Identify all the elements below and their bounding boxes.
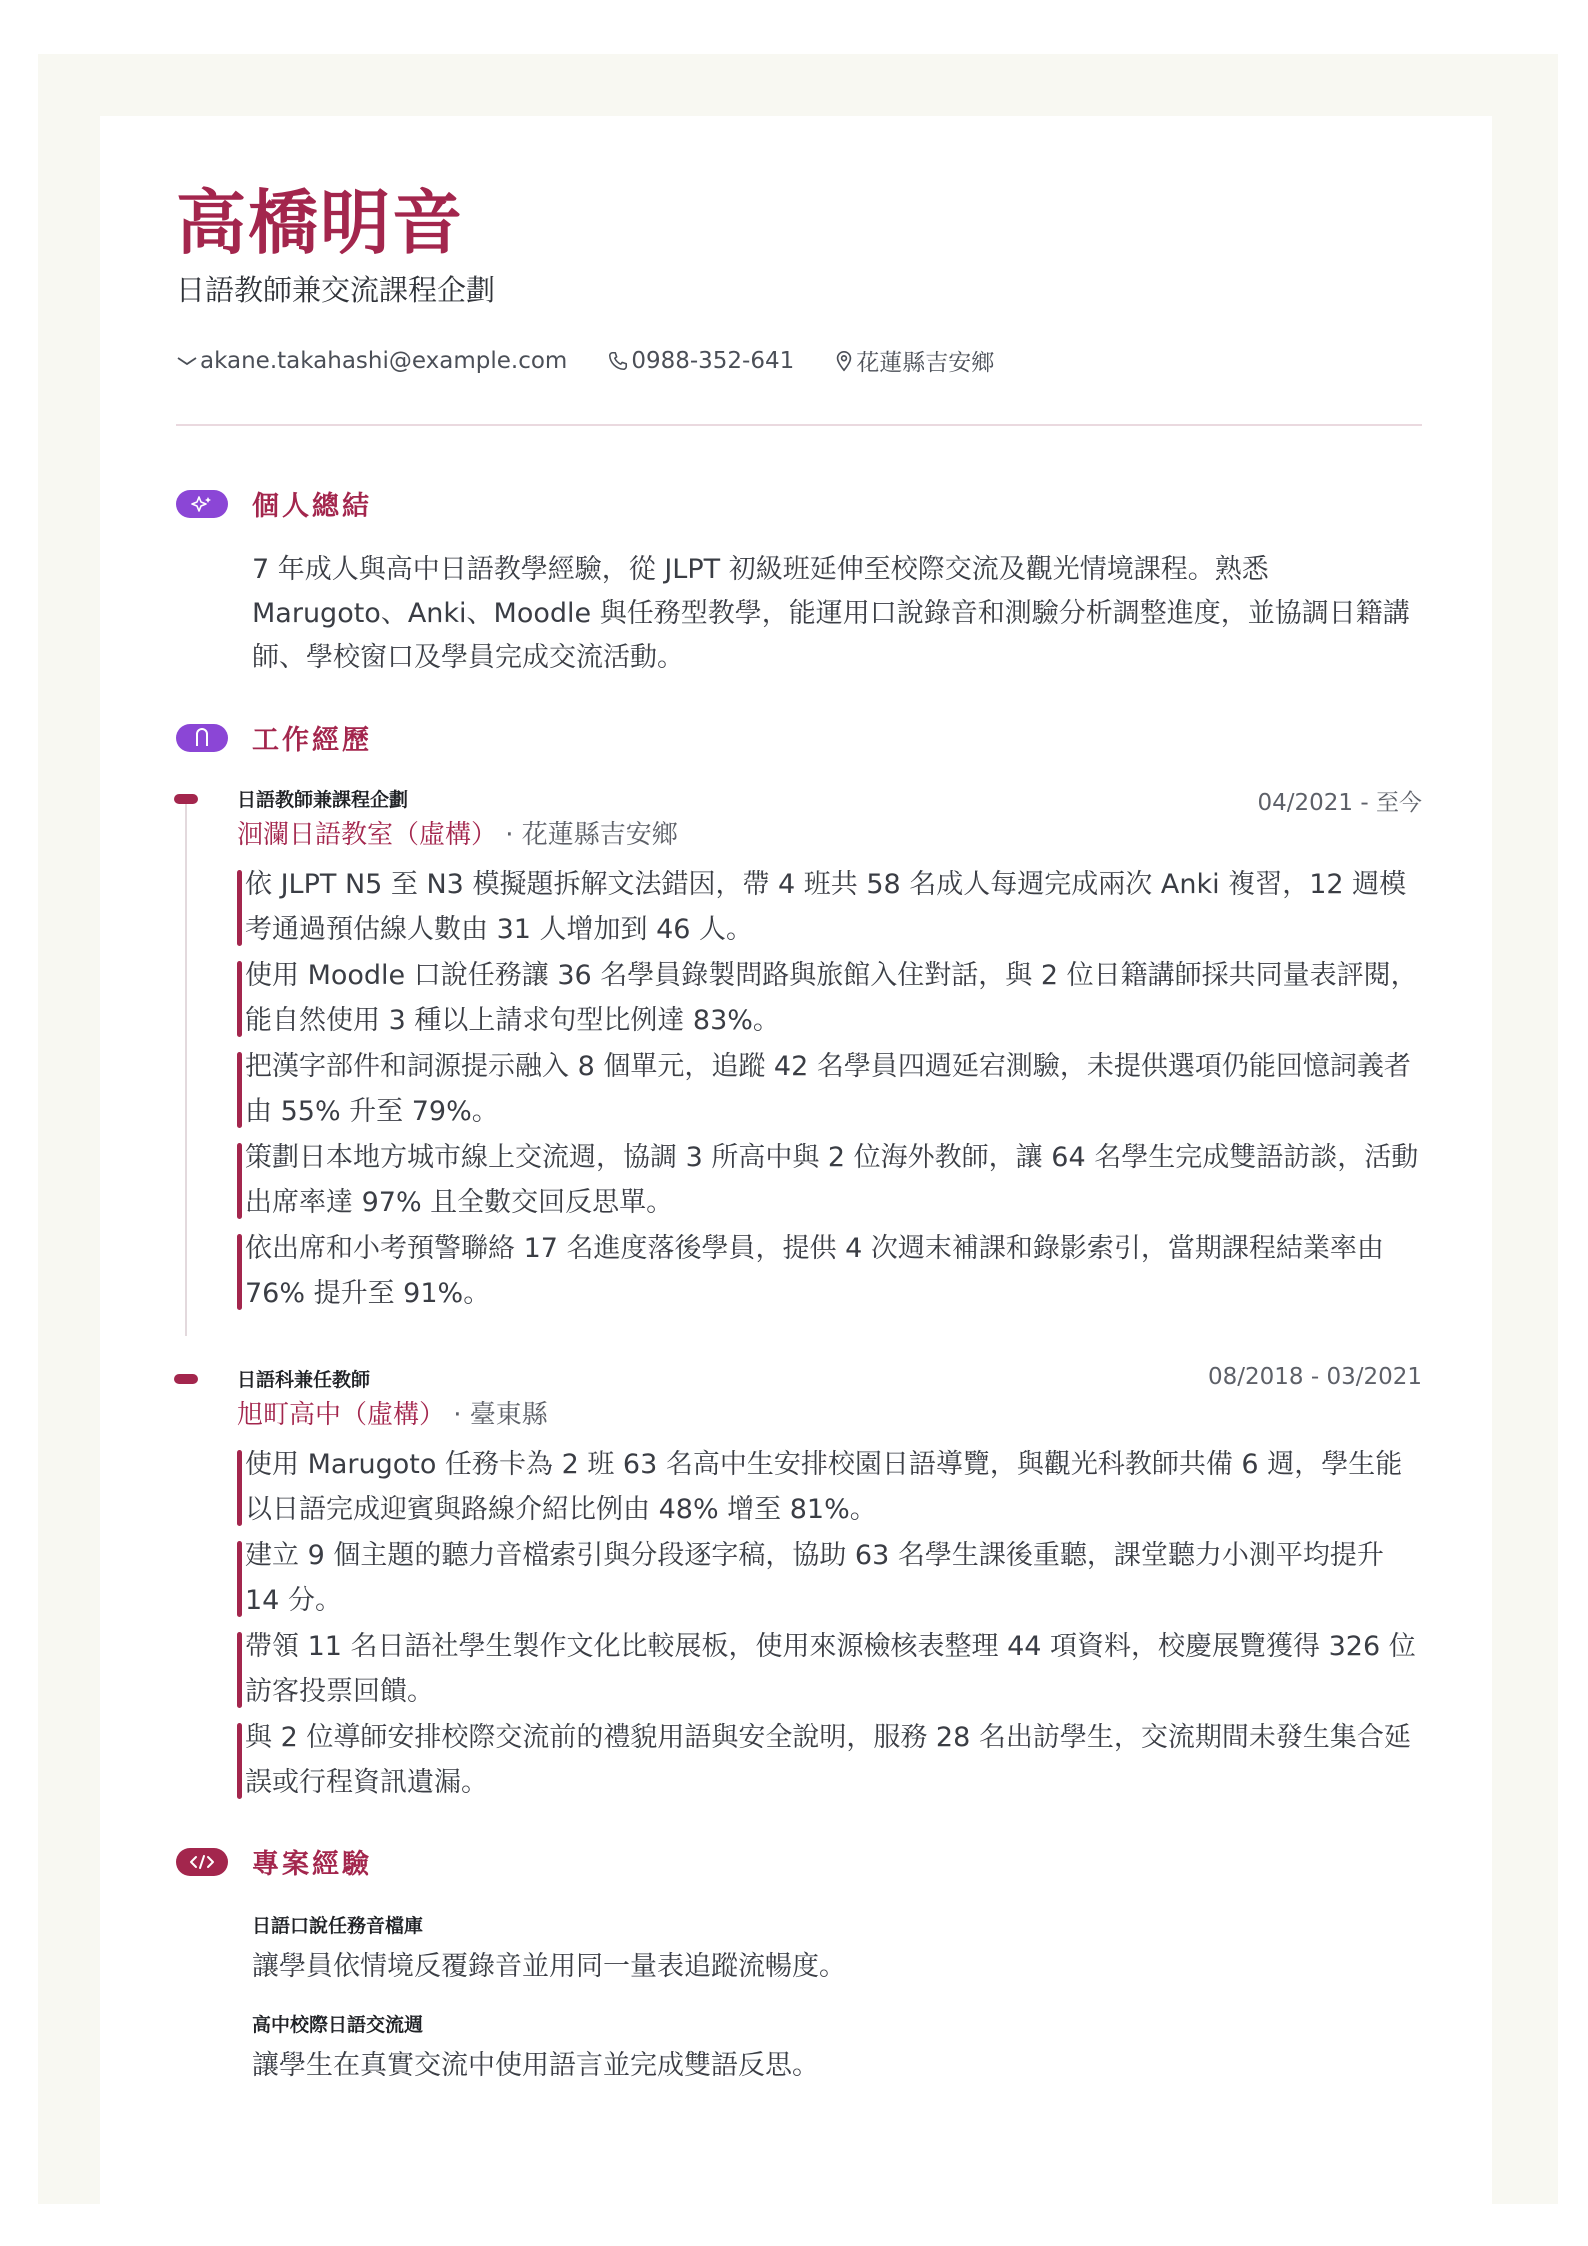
candidate-role: 日語教師兼交流課程企劃	[176, 273, 496, 307]
job-date: 04/2021 - 至今	[1257, 790, 1422, 816]
project-description: 讓學員依情境反覆錄音並用同一量表追蹤流暢度。	[252, 1951, 846, 1982]
contact-phone-text: 0988-352-641	[631, 347, 795, 374]
project-title: 高中校際日語交流週	[252, 2014, 424, 2036]
job-bullet: 策劃日本地方城市線上交流週，協調 3 所高中與 2 位海外教師，讓 64 名學生完成雙語訪談，活動出席率達 97% 且全數交回反思單。	[237, 1135, 1422, 1225]
job-bullets	[237, 1442, 1422, 1806]
job-bullet: 依 JLPT N5 至 N3 模擬題拆解文法錯因，帶 4 班共 58 名成人每週完成兩次 Anki 複習，12 週模考通過預估線人數由 31 人增加到 46 人。	[237, 862, 1422, 952]
contact-location-text: 花蓮縣吉安鄉	[856, 350, 995, 376]
timeline-line	[185, 800, 187, 1336]
experience-heading	[176, 718, 372, 757]
job-org-location: · 花蓮縣吉安鄉	[497, 820, 678, 850]
projects-title: 專案經驗	[252, 1849, 372, 1880]
job-organization	[237, 814, 678, 851]
job-date: 08/2018 - 03/2021	[1207, 1364, 1422, 1390]
experience-title: 工作經歷	[252, 725, 372, 756]
contact-location	[834, 344, 994, 377]
job-bullet: 依出席和小考預警聯絡 17 名進度落後學員，提供 4 次週末補課和錄影索引，當期課程結業率由 76% 提升至 91%。	[237, 1226, 1422, 1316]
contact-email[interactable]	[176, 348, 567, 374]
briefcase-icon	[176, 724, 228, 752]
job-bullet: 帶領 11 名日語社學生製作文化比較展板，使用來源檢核表整理 44 項資料，校慶展覽獲得 326 位訪客投票回饋。	[237, 1624, 1422, 1714]
contact-bar	[176, 344, 1034, 377]
timeline-dot	[174, 1374, 198, 1384]
contact-phone[interactable]	[607, 348, 794, 374]
job-bullets	[237, 862, 1422, 1317]
timeline-dot	[174, 794, 198, 804]
project-title: 日語口說任務音檔庫	[252, 1915, 424, 1937]
contact-email-text: akane.takahashi@example.com	[200, 347, 568, 374]
candidate-name: 高橋明音	[176, 182, 464, 264]
sparkle-icon	[176, 490, 228, 518]
summary-text: 7 年成人與高中日語教學經驗，從 JLPT 初級班延伸至校際交流及觀光情境課程。熟悉 Marugoto、Anki、Moodle 與任務型教學，能運用口說錄音和測驗分析調整進度，並協調日籍講師、學校窗口及學員完成交流活動。	[252, 554, 1410, 673]
code-icon	[176, 1848, 228, 1876]
job-org-name: 洄瀾日語教室（虛構）	[237, 820, 498, 850]
phone-icon	[607, 350, 629, 372]
summary-heading	[176, 484, 372, 523]
job-org-name: 旭町高中（虛構）	[237, 1400, 446, 1430]
job-title: 日語科兼任教師	[237, 1369, 371, 1391]
project-description: 讓學生在真實交流中使用語言並完成雙語反思。	[252, 2050, 819, 2081]
projects-heading	[176, 1842, 372, 1881]
header-divider	[176, 424, 1422, 426]
job-bullet: 使用 Moodle 口說任務讓 36 名學員錄製問路與旅館入住對話，與 2 位日籍講師採共同量表評閱，能自然使用 3 種以上請求句型比例達 83%。	[237, 953, 1422, 1043]
mail-icon	[176, 353, 198, 369]
summary-title: 個人總結	[252, 491, 372, 522]
job-bullet: 建立 9 個主題的聽力音檔索引與分段逐字稿，協助 63 名學生課後重聽，課堂聽力小測平均提升 14 分。	[237, 1533, 1422, 1623]
job-bullet: 使用 Marugoto 任務卡為 2 班 63 名高中生安排校園日語導覽，與觀光科教師共備 6 週，學生能以日語完成迎賓與路線介紹比例由 48% 增至 81%。	[237, 1442, 1422, 1532]
job-title: 日語教師兼課程企劃	[237, 789, 409, 811]
job-bullet: 與 2 位導師安排校際交流前的禮貌用語與安全說明，服務 28 名出訪學生，交流期間未發生集合延誤或行程資訊遺漏。	[237, 1715, 1422, 1805]
job-organization	[237, 1394, 548, 1431]
job-org-location: · 臺東縣	[445, 1400, 548, 1430]
location-pin-icon	[834, 350, 854, 372]
job-bullet: 把漢字部件和詞源提示融入 8 個單元，追蹤 42 名學員四週延宕測驗，未提供選項仍能回憶詞義者由 55% 升至 79%。	[237, 1044, 1422, 1134]
